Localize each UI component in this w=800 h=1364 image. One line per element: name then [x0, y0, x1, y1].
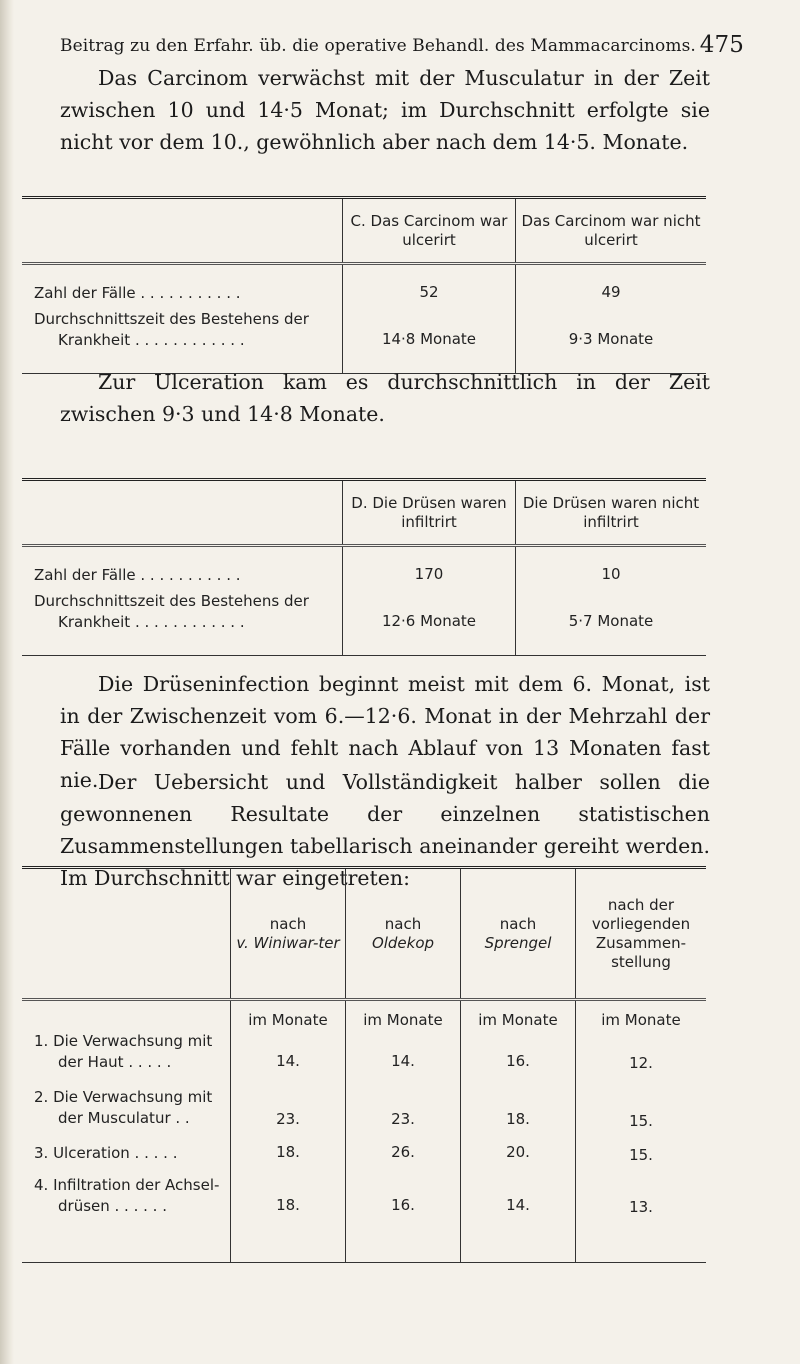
summary-row-label-a: 2. Die Verwachsung mit — [34, 1088, 213, 1106]
table-c-row-faelle-c1: 52 — [343, 264, 516, 308]
table-d-row-dauer-label-a: Durchschnittszeit des Bestehens der — [34, 591, 309, 610]
summary-unit-corner — [22, 1000, 231, 1031]
summary-cell: 14. — [231, 1030, 346, 1086]
summary-unit-sprengel: im Monate — [461, 1000, 576, 1031]
summary-col-winiwarter-b: v. Winiwar-ter — [236, 933, 340, 952]
table-d-row-faelle-c1: 170 — [343, 546, 516, 590]
table-c-col-ulcerirt: C. Das Carcinom war ulcerirt — [343, 198, 516, 264]
table-ulceration — [22, 196, 706, 374]
summary-cell: 13. — [576, 1174, 707, 1262]
summary-col-oldekop-b: Oldekop — [371, 933, 435, 952]
paragraph-uebersicht: Der Uebersicht und Vollständigkeit halber sollen die gewonnenen Resultate der einzelnen statistischen Zusammenstellungen tabellarisch aneinander gereiht werden. Im Durchschnitt war eingetreten: — [60, 770, 710, 890]
table-d-corner — [22, 480, 343, 546]
summary-unit-winiwarter: im Monate — [231, 1000, 346, 1031]
table-c-row-dauer-c1: 14·8 Monate — [343, 308, 516, 374]
summary-cell: 16. — [346, 1174, 461, 1262]
summary-col-sprengel — [461, 868, 576, 1000]
summary-unit-oldekop: im Monate — [346, 1000, 461, 1031]
summary-cell: 15. — [576, 1086, 707, 1142]
table-d-row-dauer-label-b: Krankheit . . . . . . . . . . . . — [58, 612, 245, 631]
summary-col-sprengel-a: nach — [499, 914, 537, 933]
summary-unit-vorliegend: im Monate — [576, 1000, 707, 1031]
page-number: 475 — [699, 32, 744, 58]
summary-cell: 26. — [346, 1142, 461, 1174]
summary-corner — [22, 868, 231, 1000]
table-d-row-dauer-c2: 5·7 Monate — [516, 590, 707, 656]
running-title: Beitrag zu den Erfahr. üb. die operative Behandl. des Mammacarcinoms. — [60, 36, 696, 56]
table-c-row-dauer-c2: 9·3 Monate — [516, 308, 707, 374]
summary-row-label-a: 3. Ulceration . . . . . — [34, 1144, 178, 1162]
summary-row-label-b: der Musculatur . . — [58, 1109, 190, 1127]
paragraph-ulceration: Zur Ulceration kam es durchschnittlich in der Zeit zwischen 9·3 und 14·8 Monate. — [60, 370, 710, 426]
summary-cell: 18. — [231, 1142, 346, 1174]
summary-row-label-b: der Haut . . . . . — [58, 1053, 172, 1071]
summary-cell: 12. — [576, 1030, 707, 1086]
summary-cell: 14. — [461, 1174, 576, 1262]
table-d-row-dauer-label — [22, 590, 343, 656]
summary-cell: 20. — [461, 1142, 576, 1174]
summary-col-oldekop-a: nach — [384, 914, 422, 933]
table-d-row-faelle-label: Zahl der Fälle . . . . . . . . . . . — [34, 566, 241, 584]
summary-col-oldekop — [346, 868, 461, 1000]
running-header — [60, 32, 744, 58]
summary-row-label-b: drüsen . . . . . . — [58, 1197, 167, 1215]
summary-row-label-a: 1. Die Verwachsung mit — [34, 1032, 213, 1050]
summary-col-winiwarter — [231, 868, 346, 1000]
page-binding-edge — [0, 0, 14, 1364]
summary-cell: 18. — [231, 1174, 346, 1262]
summary-cell: 23. — [346, 1086, 461, 1142]
table-c-row-faelle-c2: 49 — [516, 264, 707, 308]
table-d-row-faelle-c2: 10 — [516, 546, 707, 590]
summary-col-sprengel-b: Sprengel — [484, 933, 552, 952]
summary-cell: 18. — [461, 1086, 576, 1142]
table-d-row-dauer-c1: 12·6 Monate — [343, 590, 516, 656]
table-druesen — [22, 478, 706, 656]
summary-cell: 15. — [576, 1142, 707, 1174]
table-c-row-dauer-label-a: Durchschnittszeit des Bestehens der — [34, 309, 309, 328]
summary-row-label — [22, 1174, 231, 1262]
table-c-row-dauer-label-b: Krankheit . . . . . . . . . . . . — [58, 330, 245, 349]
summary-row-label — [22, 1142, 231, 1174]
summary-row-label-a: 4. Infiltration der Achsel- — [34, 1176, 220, 1194]
paragraph-drueseninfection: Die Drüseninfection beginnt meist mit dem 6. Monat, ist in der Zwischenzeit vom 6.—12·6. Monat in der Mehrzahl der Fälle vorhanden und fehlt nach Ablauf von 13 Monaten fast nie. — [60, 672, 710, 792]
table-d-col-infiltrirt: D. Die Drüsen waren infiltrirt — [343, 480, 516, 546]
paragraph-muscle-growth: Das Carcinom verwächst mit der Musculatur in der Zeit zwischen 10 und 14·5 Monat; im Durchschnitt erfolgte sie nicht vor dem 10., gewöhnlich aber nach dem 14·5. Monate. — [60, 66, 710, 154]
table-c-corner — [22, 198, 343, 264]
table-c-row-dauer-label — [22, 308, 343, 374]
summary-cell: 16. — [461, 1030, 576, 1086]
summary-cell: 14. — [346, 1030, 461, 1086]
summary-col-winiwarter-a: nach — [269, 914, 307, 933]
table-zusammenstellung — [22, 866, 706, 1263]
table-c-row-faelle-label: Zahl der Fälle . . . . . . . . . . . — [34, 284, 241, 302]
summary-cell: 23. — [231, 1086, 346, 1142]
table-c-col-nicht-ulcerirt: Das Carcinom war nicht ulcerirt — [516, 198, 707, 264]
table-d-col-nicht-infiltrirt: Die Drüsen waren nicht infiltrirt — [516, 480, 707, 546]
summary-row-label — [22, 1086, 231, 1142]
summary-col-vorliegend: nach der vorliegenden Zusammen-stellung — [576, 868, 707, 1000]
summary-row-label — [22, 1030, 231, 1086]
